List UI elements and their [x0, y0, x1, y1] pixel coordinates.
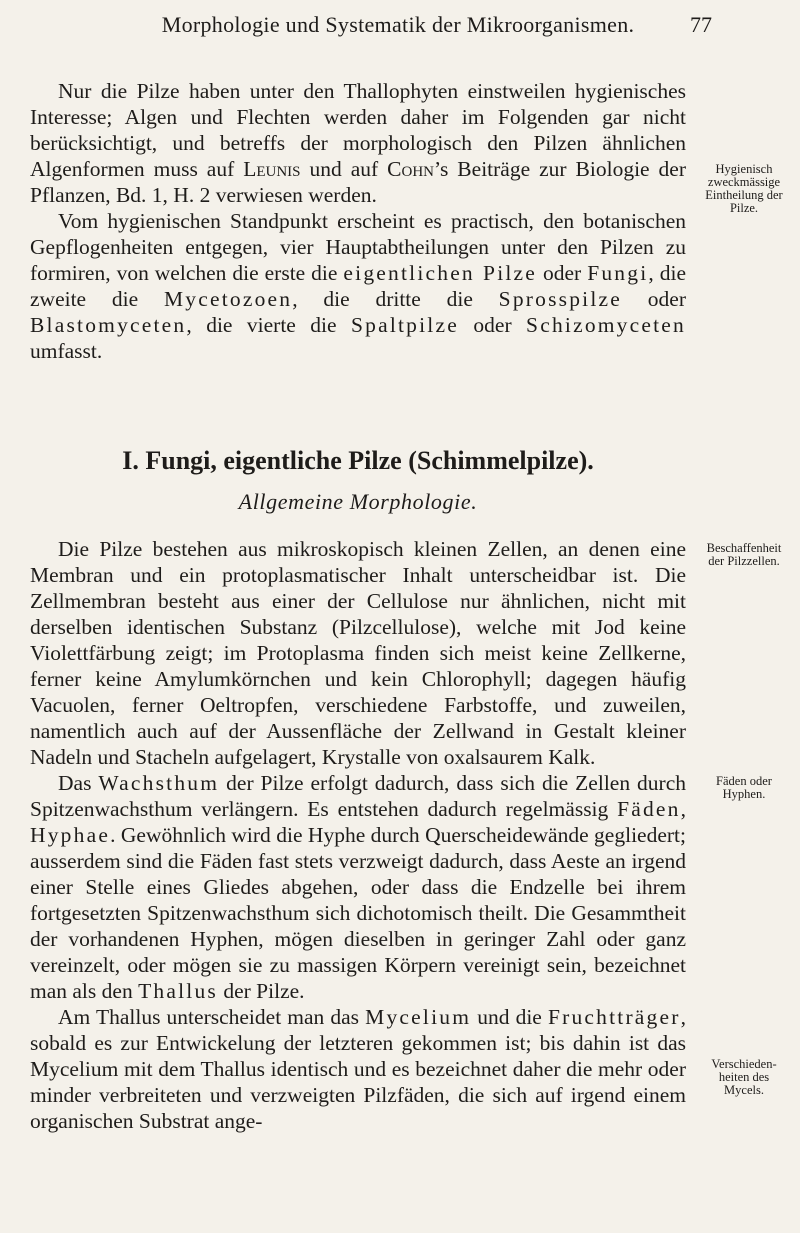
margin-note-verschiedenheiten [690, 1058, 798, 1097]
section-body [30, 536, 686, 1134]
running-head [0, 12, 800, 48]
text-run: oder [537, 261, 588, 285]
emphasized-term: Fruchtträger [547, 1005, 681, 1029]
intro-text [30, 78, 686, 364]
emphasized-term: Fungi [587, 261, 649, 285]
margin-note-faeden [690, 775, 798, 801]
intro-paragraph-1 [30, 78, 686, 208]
margin-note-line: Mycels. [724, 1083, 764, 1097]
margin-note-line: Beschaffenheit [706, 541, 782, 555]
text-run: Nur die Pilze haben unter den Thallophyten einstweilen hygienisches Interesse; Algen und Flechten werden daher im Folgenden gar nicht berücksichtigt, und betreffs der morphologisch den Pilzen ähnlichen Algenformen muss auf [30, 79, 686, 181]
page-number: 77 [690, 12, 712, 37]
emphasized-term: Schizomyceten [526, 313, 686, 337]
text-run: Das [58, 771, 99, 795]
margin-note-hygienisch [690, 163, 798, 215]
margin-note-line: Pilze. [729, 201, 759, 215]
text-run: der Pilze. [217, 979, 305, 1003]
text-run: , die dritte die [292, 287, 499, 311]
text-run: oder [622, 287, 687, 311]
text-run: , sobald es zur Entwickelung der letzteren gekommen ist; bis dahin ist das Mycelium mit dem Thallus identisch und es bezeichnet daher die mehr oder minder verbreiteten und verzweigten Pilzfäden, die sich auf irgend einem organischen Substrat ange- [30, 1005, 686, 1133]
text-run: ’s Beiträge zur Biologie der Pflanzen, Bd. 1, H. 2 verwiesen werden. [30, 157, 687, 207]
margin-note-line: Hygienisch [715, 162, 773, 176]
text-run: Vom hygienischen Standpunkt erscheint es practisch, den botanischen Gepflogenheiten entgegen, vier Hauptabtheilungen unter den Pilzen zu formiren, von welchen die erste die [30, 209, 686, 285]
margin-note-line: Fäden oder [716, 774, 772, 788]
text-run: und die [471, 1005, 548, 1029]
margin-note-line: zweckmässige [707, 175, 781, 189]
margin-note-line: der Pilzzellen. [708, 554, 780, 568]
text-run: Am Thallus unterscheidet man das [58, 1005, 366, 1029]
emphasized-term: Hyphae [30, 823, 111, 847]
emphasized-term: eigentlichen Pilze [343, 261, 538, 285]
intro-paragraph-2 [30, 208, 686, 364]
margin-note-line: heiten des [718, 1070, 770, 1084]
margin-note-line: Verschieden- [711, 1057, 777, 1071]
author-name: Cohn [387, 157, 434, 181]
emphasized-term: Blastomyceten [30, 313, 187, 337]
margin-note-line: Hyphen. [722, 787, 766, 801]
emphasized-term: Mycelium [365, 1005, 472, 1029]
text-run: , die zweite die [30, 261, 687, 311]
section-subheading: Allgemeine Morphologie. [238, 489, 478, 514]
emphasized-term: Wachsthum [98, 771, 220, 795]
section-paragraph-2 [30, 770, 686, 1004]
text-run: . Gewöhnlich wird die Hyphe durch Querscheidewände gegliedert; ausserdem sind die Fäden fast stets verzweigt dadurch, dass Aeste an irgend einer Stelle eines Gliedes abgehen, oder dass die Endzelle bei ihrem fortgesetzten Spitzenwachsthum sich dichotomisch theilt. Die Gesammtheit der vorhandenen Hyphen, mögen dieselben in geringer Zahl oder ganz vereinzelt, oder mögen sie zu massigen Körpern vereinigt sein, bezeichnet man als den [30, 823, 686, 1003]
text-run: , die vierte die [186, 313, 351, 337]
emphasized-term: Mycetozoen [163, 287, 293, 311]
text-run: und auf [300, 157, 388, 181]
text-run: oder [458, 313, 527, 337]
section-paragraph-3 [30, 1004, 686, 1134]
section-heading: I. Fungi, eigentliche Pilze (Schimmelpilze). [122, 446, 594, 475]
text-run: , [680, 797, 686, 821]
section-paragraph-1: Die Pilze bestehen aus mikroskopisch kleinen Zellen, an denen eine Membran und ein protoplasmatischer Inhalt unterscheidbar ist. Die Zellmembran besteht aus einer der Cellulose nur ähnlichen, nicht mit derselben identischen Substanz (Pilzcellulose), welche mit Jod keine Violettfärbung zeigt; im Protoplasma finden sich meist keine Zellkerne, ferner keine Amylumkörnchen und kein Chlorophyll; dagegen häufig Vacuolen, ferner Oeltropfen, verschiedene Farbstoffe, und zuweilen, namentlich auch auf der Aussenfläche der Zellwand in Gestalt kleiner Nadeln und Stacheln aufgelagert, Krystalle von oxalsaurem Kalk. [30, 537, 686, 769]
running-title: Morphologie und Systematik der Mikroorganismen. [161, 12, 635, 37]
emphasized-term: Thallus [138, 979, 218, 1003]
text-run: umfasst. [30, 339, 103, 363]
emphasized-term: Spaltpilze [350, 313, 459, 337]
emphasized-term: Fäden [617, 797, 681, 821]
emphasized-term: Sprosspilze [498, 287, 623, 311]
text-run: der Pilze erfolgt dadurch, dass sich die Zellen durch Spitzenwachsthum verlängern. Es entstehen dadurch regelmässig [30, 771, 687, 821]
author-name: Leunis [243, 157, 301, 181]
margin-note-beschaffenheit [690, 542, 798, 568]
margin-note-line: Eintheilung der [705, 188, 783, 202]
